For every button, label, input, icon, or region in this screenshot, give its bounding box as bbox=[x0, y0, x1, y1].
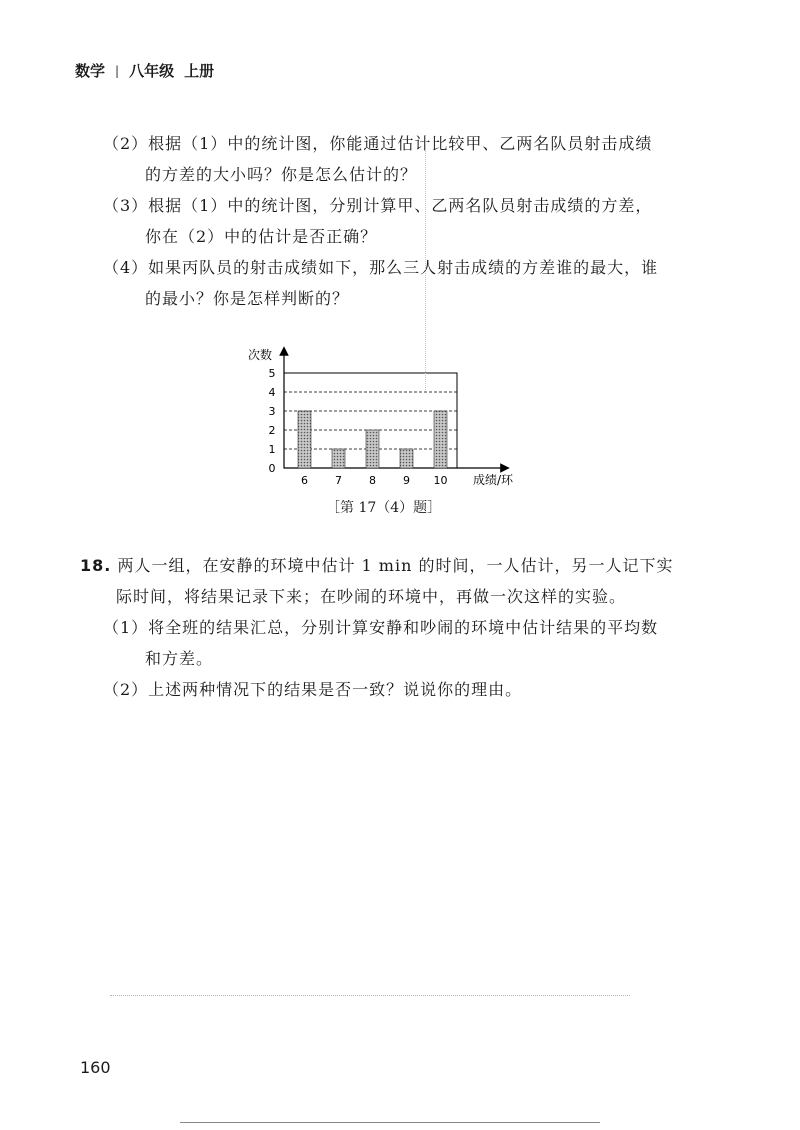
header-grade: 八年级 bbox=[129, 62, 175, 80]
x-tick-label: 7 bbox=[335, 474, 342, 487]
x-tick-label: 8 bbox=[369, 474, 376, 487]
q17-part3-line2: 你在（2）中的估计是否正确？ bbox=[145, 227, 378, 246]
q17-part4-line1: （4）如果丙队员的射击成绩如下，那么三人射击成绩的方差谁的最大，谁 bbox=[103, 258, 659, 277]
header-volume: 上册 bbox=[184, 62, 215, 80]
x-tick-label: 10 bbox=[433, 474, 448, 487]
q18-part1-line2: 和方差。 bbox=[145, 649, 214, 668]
bottom-rule bbox=[180, 1122, 600, 1123]
header-separator: | bbox=[115, 63, 120, 78]
y-tick-label: 0 bbox=[268, 462, 276, 475]
x-tick-label: 9 bbox=[403, 474, 410, 487]
scan-artifact bbox=[425, 140, 427, 390]
q17-part2-line2: 的方差的大小吗？你是怎么估计的？ bbox=[145, 165, 418, 184]
page-number: 160 bbox=[80, 1058, 111, 1077]
q18-part2-line1: （2）上述两种情况下的结果是否一致？说说你的理由。 bbox=[103, 680, 523, 699]
q18-text-line1: 两人一组，在安静的环境中估计 1 min 的时间，一人估计，另一人记下实 bbox=[117, 556, 674, 575]
y-tick-label: 1 bbox=[268, 443, 276, 456]
bar-6 bbox=[298, 411, 311, 468]
y-tick-label: 3 bbox=[268, 405, 276, 418]
bar-chart bbox=[240, 335, 540, 495]
y-tick-label: 5 bbox=[268, 367, 276, 380]
q17-part4-line2: 的最小？你是怎样判断的？ bbox=[145, 289, 350, 308]
q17-part3-line1: （3）根据（1）中的统计图，分别计算甲、乙两名队员射击成绩的方差， bbox=[103, 196, 653, 215]
bar-8 bbox=[366, 430, 379, 468]
q18-line1 bbox=[80, 553, 673, 576]
bar-7 bbox=[332, 449, 345, 468]
running-header bbox=[75, 60, 214, 81]
y-axis-label: 次数 bbox=[248, 348, 273, 362]
q18-part1-line1: （1）将全班的结果汇总，分别计算安静和吵闹的环境中估计结果的平均数 bbox=[103, 618, 659, 637]
y-tick-label: 4 bbox=[268, 386, 276, 399]
x-axis-label: 成绩/环 bbox=[473, 473, 514, 487]
x-tick-label: 6 bbox=[301, 474, 308, 487]
q18-number: 18. bbox=[80, 556, 112, 575]
y-tick-label: 2 bbox=[268, 424, 276, 437]
q17-part2-line1: （2）根据（1）中的统计图，你能通过估计比较甲、乙两名队员射击成绩 bbox=[103, 134, 653, 153]
header-subject: 数学 bbox=[75, 62, 106, 80]
q18-line2: 际时间，将结果记录下来；在吵闹的环境中，再做一次这样的实验。 bbox=[116, 587, 627, 606]
scan-artifact bbox=[110, 995, 630, 996]
bar-10 bbox=[434, 411, 447, 468]
figure-caption: ［第 17（4）题］ bbox=[326, 500, 442, 516]
bar-9 bbox=[400, 449, 413, 468]
